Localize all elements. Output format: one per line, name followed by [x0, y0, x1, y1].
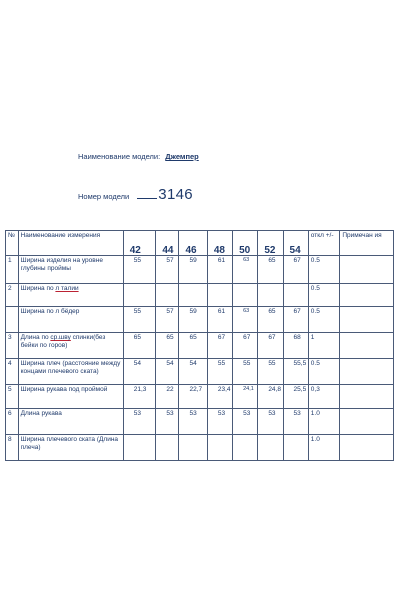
- cell-tolerance: 0.5: [308, 256, 340, 284]
- cell-value: 65: [156, 333, 179, 359]
- row-name-underlined: ср.шву: [50, 334, 71, 341]
- row-name: Ширина плеч (расстояние между концами плечевого ската): [18, 359, 123, 385]
- size-header: 44: [156, 231, 179, 256]
- cell-value: [123, 435, 156, 461]
- cell-value: 53: [156, 409, 179, 435]
- cell-value: 67: [207, 333, 232, 359]
- cell-value: 55: [123, 307, 156, 333]
- cell-tolerance: 1.0: [308, 409, 340, 435]
- row-name: [18, 333, 123, 359]
- row-number: 5: [6, 385, 19, 409]
- cell-note: [340, 435, 394, 461]
- cell-value: 63: [233, 307, 258, 333]
- model-number-label: Номер модели: [78, 192, 130, 201]
- row-name: Ширина рукава под проймой: [18, 385, 123, 409]
- cell-value: 63: [233, 256, 258, 284]
- table-header-row: [6, 231, 394, 256]
- cell-value: 54: [123, 359, 156, 385]
- cell-value: 53: [207, 409, 232, 435]
- row-name-text: спинки(без бейки по горов): [20, 334, 106, 349]
- cell-value: 65: [258, 256, 283, 284]
- model-number-value: 3146: [137, 186, 193, 203]
- cell-value: [233, 284, 258, 307]
- cell-value: [156, 435, 179, 461]
- cell-note: [340, 385, 394, 409]
- table-row: [6, 284, 394, 307]
- cell-value: 55,5: [283, 359, 308, 385]
- cell-value: 22,7: [179, 385, 207, 409]
- cell-value: 23,4: [207, 385, 232, 409]
- table-row: [6, 435, 394, 461]
- table-row: [6, 359, 394, 385]
- table-row: [6, 409, 394, 435]
- table-row: [6, 307, 394, 333]
- size-header: 52: [258, 231, 283, 256]
- col-tolerance-header: откл +/-: [308, 231, 340, 256]
- row-number: 8: [6, 435, 19, 461]
- cell-value: 21,3: [123, 385, 156, 409]
- cell-value: 55: [258, 359, 283, 385]
- cell-value: 57: [156, 256, 179, 284]
- row-name-underlined: л талии: [55, 285, 79, 292]
- col-number-header: №: [6, 231, 19, 256]
- cell-note: [340, 256, 394, 284]
- cell-value: [179, 435, 207, 461]
- cell-value: [283, 284, 308, 307]
- table-row: [6, 256, 394, 284]
- cell-value: 61: [207, 256, 232, 284]
- cell-value: [156, 284, 179, 307]
- row-number: 3: [6, 333, 19, 359]
- cell-value: [207, 435, 232, 461]
- row-name: Ширина плечевого ската (Длина плеча): [18, 435, 123, 461]
- size-header: 48: [207, 231, 232, 256]
- row-number: [6, 307, 19, 333]
- cell-value: [179, 284, 207, 307]
- col-name-header: Наименование измерения: [18, 231, 123, 256]
- cell-value: 54: [156, 359, 179, 385]
- cell-value: 24,1: [233, 385, 258, 409]
- model-name-label: Наименование модели:: [78, 152, 161, 161]
- cell-value: 53: [283, 409, 308, 435]
- cell-value: 53: [179, 409, 207, 435]
- size-header: 46: [179, 231, 207, 256]
- cell-value: 55: [123, 256, 156, 284]
- size-header: 50: [233, 231, 258, 256]
- row-number: 4: [6, 359, 19, 385]
- row-name: Ширина по л бёдер: [18, 307, 123, 333]
- cell-value: 57: [156, 307, 179, 333]
- cell-note: [340, 409, 394, 435]
- row-number: 6: [6, 409, 19, 435]
- cell-value: 67: [258, 333, 283, 359]
- cell-value: 67: [283, 307, 308, 333]
- cell-note: [340, 307, 394, 333]
- size-header: 54: [283, 231, 308, 256]
- model-name-line: [78, 152, 199, 161]
- cell-value: 68: [283, 333, 308, 359]
- cell-tolerance: 0.5: [308, 359, 340, 385]
- cell-value: 55: [233, 359, 258, 385]
- cell-value: 59: [179, 307, 207, 333]
- table-row: [6, 385, 394, 409]
- row-name: Длина рукава: [18, 409, 123, 435]
- cell-value: 67: [283, 256, 308, 284]
- size-header: 42: [123, 231, 156, 256]
- cell-note: [340, 284, 394, 307]
- cell-value: 54: [179, 359, 207, 385]
- table-row: [6, 333, 394, 359]
- model-name-value: Джемпер: [165, 152, 199, 161]
- cell-value: 24,8: [258, 385, 283, 409]
- cell-value: [283, 435, 308, 461]
- model-number-line: [78, 186, 193, 203]
- cell-note: [340, 359, 394, 385]
- row-number: 1: [6, 256, 19, 284]
- cell-value: 65: [123, 333, 156, 359]
- cell-value: [258, 284, 283, 307]
- cell-tolerance: 0.5: [308, 284, 340, 307]
- cell-note: [340, 333, 394, 359]
- col-note-header: Примечан ия: [340, 231, 394, 256]
- cell-tolerance: 0.5: [308, 307, 340, 333]
- cell-value: 67: [233, 333, 258, 359]
- row-name-text: Длина по: [20, 334, 51, 341]
- row-number: 2: [6, 284, 19, 307]
- size-chart-table: [5, 230, 394, 461]
- cell-tolerance: 1: [308, 333, 340, 359]
- cell-value: 55: [207, 359, 232, 385]
- cell-value: 53: [233, 409, 258, 435]
- cell-value: 53: [258, 409, 283, 435]
- cell-value: 59: [179, 256, 207, 284]
- cell-tolerance: 1.0: [308, 435, 340, 461]
- cell-value: 65: [258, 307, 283, 333]
- cell-value: [258, 435, 283, 461]
- cell-value: 22: [156, 385, 179, 409]
- cell-value: [207, 284, 232, 307]
- cell-value: 53: [123, 409, 156, 435]
- cell-tolerance: 0,3: [308, 385, 340, 409]
- cell-value: [233, 435, 258, 461]
- row-name: Ширина изделия на уровне глубины проймы: [18, 256, 123, 284]
- cell-value: 65: [179, 333, 207, 359]
- row-name: [18, 284, 123, 307]
- cell-value: 61: [207, 307, 232, 333]
- row-name-text: Ширина по: [20, 285, 56, 292]
- cell-value: [123, 284, 156, 307]
- cell-value: 25,5: [283, 385, 308, 409]
